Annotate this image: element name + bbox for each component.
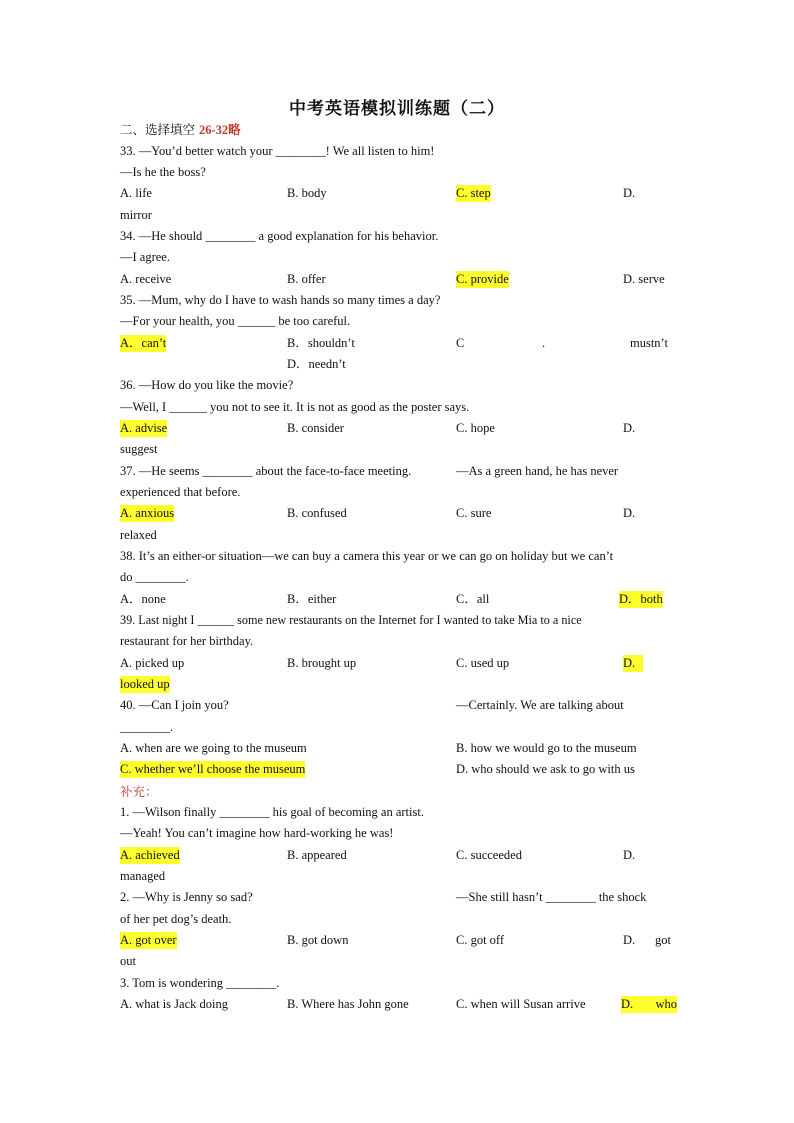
extra3-stem: 3. Tom is wondering ________. [120,976,280,990]
extra1-option-b: B. appeared [287,848,347,862]
q40-reply: —Certainly. We are talking about [456,698,624,712]
q36-option-d: D. [623,421,636,435]
q33-option-a: A. life [120,186,152,200]
q35-option-a-answer: A．can’t [120,336,167,350]
q33-option-d: D. [623,186,636,200]
q38-stem-cont: do ________. [120,570,189,584]
section-heading: 二、选择填空 26-32略 [120,122,241,137]
q34-reply: —I agree. [120,250,170,264]
q39-option-b: B. brought up [287,656,357,670]
q34-option-c-answer: C. provide [456,272,509,286]
q37-stem: 37. —He seems ________ about the face-to-face meeting. [120,464,412,478]
extra2-option-d-cont: out [120,954,136,968]
q37-reply-cont: experienced that before. [120,485,241,499]
extra2-reply-cont: of her pet dog’s death. [120,912,232,926]
q35-option-c-dot: . [542,336,546,350]
q34-option-b: B. offer [287,272,326,286]
q33-option-b: B. body [287,186,327,200]
q40-reply-cont: ________. [120,720,174,734]
q39-option-d-answer: D. [623,655,643,672]
q39-option-a: A. picked up [120,656,185,670]
supplement-heading: 补充： [120,784,158,799]
q39-stem: 39. Last night I ______ some new restaurants on the Internet for I wanted to take Mia to a nice [120,613,582,627]
q39-stem-cont: restaurant for her birthday. [120,634,254,648]
q35-reply: —For your health, you ______ be too careful. [120,314,351,328]
q37-option-c: C. sure [456,506,492,520]
q36-stem: 36. —How do you like the movie? [120,378,294,392]
extra2-reply: —She still hasn’t ________ the shock [456,890,647,904]
q37-option-d-cont: relaxed [120,528,157,542]
q36-option-d-cont: suggest [120,442,158,456]
section-range: 26-32略 [198,123,241,137]
q37-option-b: B. confused [287,506,347,520]
q39-option-d-cont: looked up [120,677,170,691]
q35-option-b: B．shouldn’t [287,336,355,350]
extra2-option-c: C. got off [456,933,505,947]
q37-option-a-answer: A. anxious [120,506,175,520]
extra3-option-d-answer: D. who [621,997,677,1011]
q34-stem: 34. —He should ________ a good explanation for his behavior. [120,229,439,243]
q37-reply: —As a green hand, he has never [456,464,619,478]
extra1-option-a-answer: A. achieved [120,848,180,862]
q36-option-b: B. consider [287,421,344,435]
q35-option-c-text: mustn’t [630,336,668,350]
extra2-option-d: D. [623,933,636,947]
q38-option-d-answer: D．both [619,592,663,606]
q40-option-d: D. who should we ask to go with us [456,762,635,776]
q39-option-c: C. used up [456,656,510,670]
q40-option-c-answer: C. whether we’ll choose the museum [120,762,306,776]
q38-option-c: C．all [456,592,490,606]
extra3-option-b: B. Where has John gone [287,997,409,1011]
page-title: 中考英语模拟训练题（二） [289,99,505,119]
q40-stem: 40. —Can I join you? [120,698,229,712]
q38-option-a: A．none [120,592,166,606]
extra1-option-c: C. succeeded [456,848,522,862]
q34-option-a: A. receive [120,272,172,286]
extra3-option-a: A. what is Jack doing [120,997,228,1011]
q33-stem: 33. —You’d better watch your ________! We all listen to him! [120,144,435,158]
extra2-option-a-answer: A. got over [120,933,177,947]
extra2-option-b: B. got down [287,933,349,947]
extra1-reply: —Yeah! You can’t imagine how hard-working he was! [120,826,394,840]
q33-reply: —Is he the boss? [120,165,206,179]
q36-option-c: C. hope [456,421,495,435]
q40-option-b: B. how we would go to the museum [456,741,637,755]
q35-option-c: C [456,336,465,350]
q34-option-d: D. serve [623,272,665,286]
q33-option-c-answer: C. step [456,186,491,200]
q38-option-b: B．either [287,592,337,606]
q36-option-a-answer: A. advise [120,421,168,435]
q37-option-d: D. [623,506,636,520]
extra3-option-c: C. when will Susan arrive [456,997,586,1011]
q33-option-d-cont: mirror [120,208,152,222]
q35-option-d: D．needn’t [287,357,346,371]
extra2-stem: 2. —Why is Jenny so sad? [120,890,253,904]
extra1-option-d: D. [623,848,636,862]
q40-option-a: A. when are we going to the museum [120,741,307,755]
extra1-stem: 1. —Wilson finally ________ his goal of becoming an artist. [120,805,424,819]
q36-reply: —Well, I ______ you not to see it. It is not as good as the poster says. [120,400,470,414]
extra2-option-d-text: got [655,933,671,947]
q38-stem: 38. It’s an either-or situation—we can buy a camera this year or we can go on holiday but we can’t [120,549,614,563]
q35-stem: 35. —Mum, why do I have to wash hands so many times a day? [120,293,441,307]
extra1-option-d-cont: managed [120,869,166,883]
